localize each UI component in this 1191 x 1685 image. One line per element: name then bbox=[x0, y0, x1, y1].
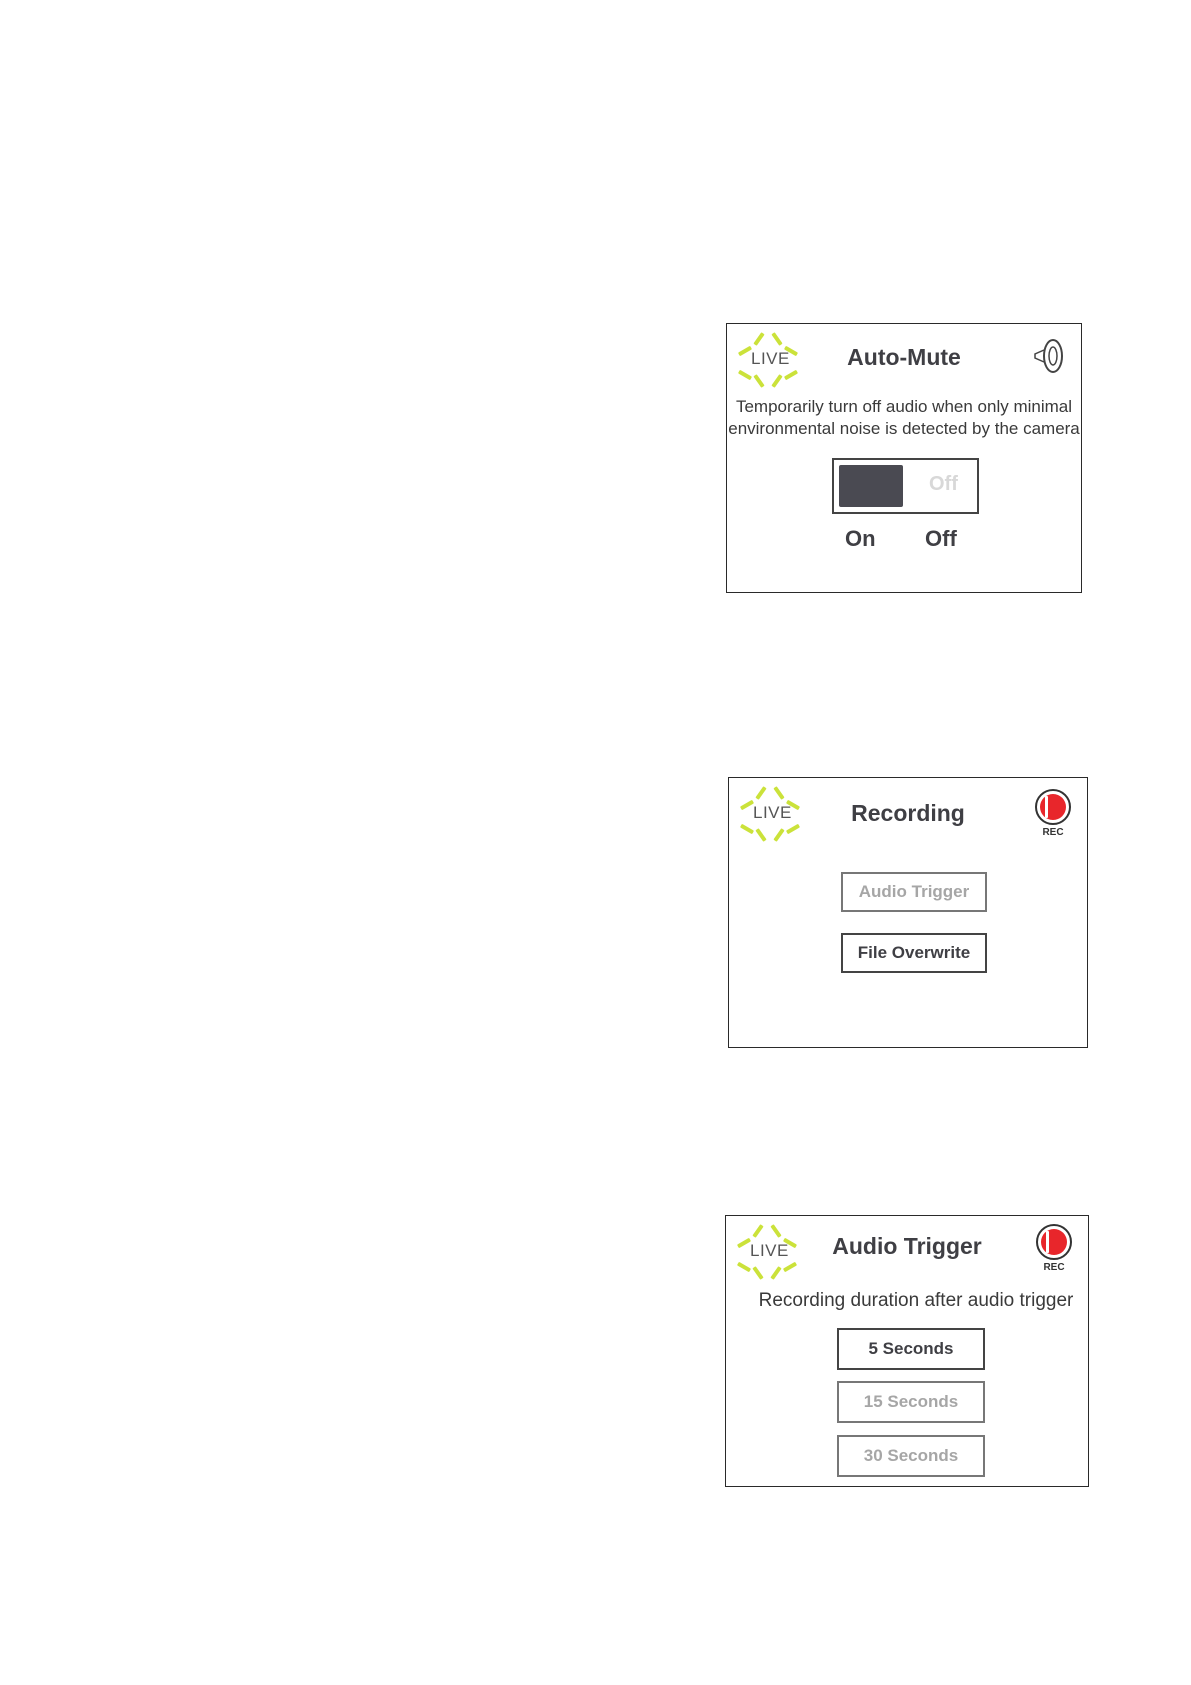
logo-text: LIVE bbox=[750, 1241, 789, 1260]
screen-title: Auto-Mute bbox=[847, 344, 961, 370]
description-line-2: environmental noise is detected by the camera bbox=[728, 419, 1080, 438]
rec-icon[interactable] bbox=[1033, 787, 1077, 843]
speaker-icon[interactable] bbox=[1031, 336, 1067, 376]
auto-mute-screen bbox=[726, 323, 1082, 593]
rec-icon[interactable] bbox=[1034, 1222, 1078, 1278]
duration-description: Recording duration after audio trigger bbox=[758, 1290, 1074, 1311]
audio-trigger-screen bbox=[725, 1215, 1089, 1487]
logo-text: LIVE bbox=[751, 349, 790, 368]
audio-trigger-button[interactable]: Audio Trigger bbox=[841, 872, 987, 912]
duration-15-seconds-button[interactable]: 15 Seconds bbox=[837, 1381, 985, 1423]
file-overwrite-button[interactable]: File Overwrite bbox=[841, 933, 987, 973]
screen-title: Recording bbox=[851, 800, 965, 826]
option-off-label[interactable]: Off bbox=[925, 526, 957, 551]
toggle-off-label: Off bbox=[929, 473, 958, 495]
rec-label: REC bbox=[1043, 1262, 1065, 1273]
duration-30-seconds-button[interactable]: 30 Seconds bbox=[837, 1435, 985, 1477]
logo-text: LIVE bbox=[753, 803, 792, 822]
recording-screen bbox=[728, 777, 1088, 1048]
auto-mute-toggle[interactable] bbox=[832, 458, 979, 514]
screen-title: Audio Trigger bbox=[832, 1233, 982, 1259]
duration-5-seconds-button[interactable]: 5 Seconds bbox=[837, 1328, 985, 1370]
rec-label: REC bbox=[1042, 827, 1064, 838]
toggle-knob[interactable] bbox=[839, 465, 903, 507]
option-on-label[interactable]: On bbox=[845, 526, 876, 551]
description-line-1: Temporarily turn off audio when only minimal bbox=[735, 397, 1073, 416]
